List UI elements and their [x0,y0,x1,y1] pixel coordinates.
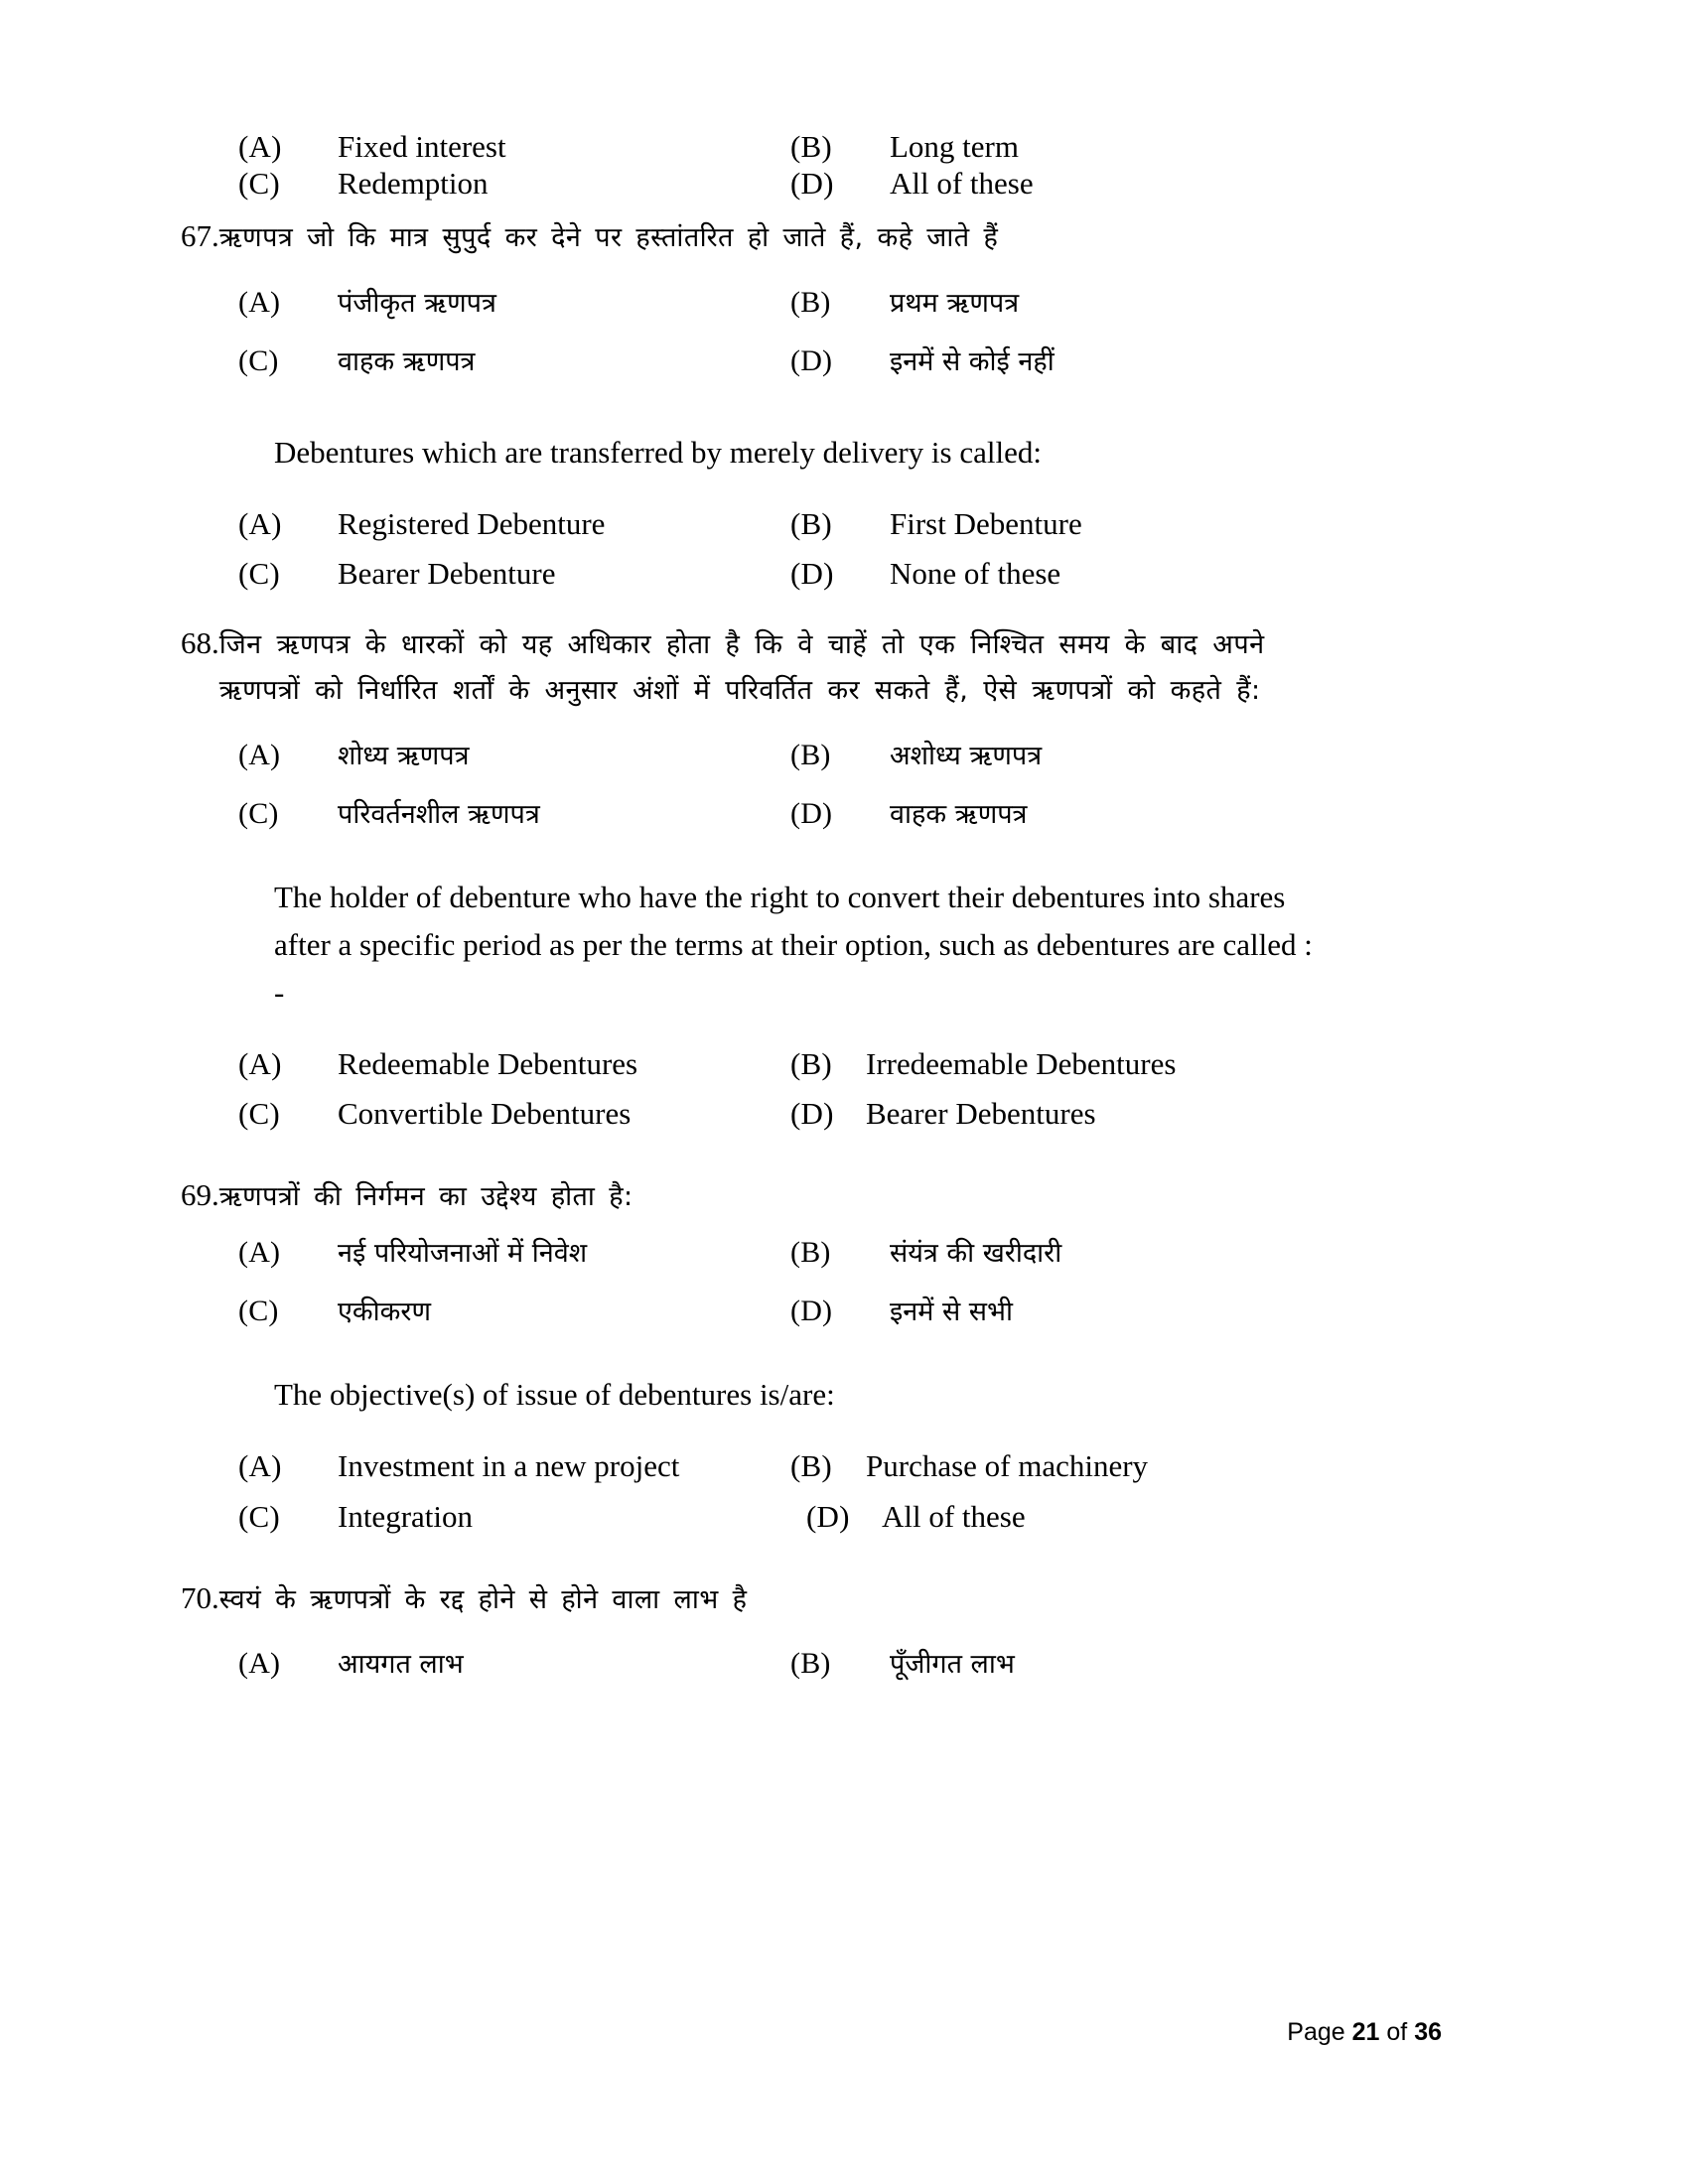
option-text: एकीकरण [338,1297,431,1328]
option-letter: (B) [790,505,832,541]
option-letter: (A) [238,1236,281,1270]
option-letter: (D) [790,1096,834,1132]
option-letter: (C) [238,343,279,377]
q67-hindi-option-a [238,280,790,325]
q67-hindi-option-c [238,339,790,383]
footer-current-page: 21 [1351,2018,1380,2046]
q67-hindi-option-row-ab [238,280,1336,325]
option-text: All of these [882,1499,1026,1535]
option-letter: (A) [238,505,282,541]
q68-hindi-option-row-ab [238,733,1336,777]
option-text: नई परियोजनाओं में निवेश [338,1238,588,1270]
q66-option-b [790,129,1336,166]
footer-middle: of [1386,2018,1408,2046]
option-letter: (A) [238,1045,282,1081]
option-text: Redemption [338,165,489,201]
option-letter: (C) [238,1096,280,1132]
q67-english-option-row-cd [238,556,1336,593]
option-text: None of these [890,556,1061,592]
option-text: Bearer Debentures [866,1096,1096,1132]
q66-option-row-cd [238,166,1336,203]
question-69-english-stem: The objective(s) of issue of debentures is/are: [274,1377,835,1413]
option-letter: (A) [238,285,281,319]
option-letter: (B) [790,1647,831,1681]
option-text: इनमें से कोई नहीं [890,345,1055,377]
q68-english-option-row-cd [238,1096,1336,1133]
question-number: 70. [181,1579,219,1615]
q69-english-option-a [238,1448,790,1485]
question-number: 67. [181,218,219,254]
option-text: Purchase of machinery [866,1448,1149,1484]
q68-hindi-option-d [790,791,1336,836]
q70-hindi-option-row-ab [238,1641,1336,1686]
option-text: अशोध्य ऋणपत्र [890,740,1043,771]
q70-hindi-option-b [790,1641,1336,1686]
option-text: वाहक ऋणपत्र [338,345,476,377]
option-text: First Debenture [890,505,1082,541]
option-text: पूँजीगत लाभ [890,1649,1015,1681]
option-text: संयंत्र की खरीदारी [890,1238,1062,1270]
option-letter: (C) [238,1499,280,1535]
q69-english-option-c [238,1499,790,1536]
q67-english-option-row-ab [238,506,1336,543]
q67-hindi-option-d [790,339,1336,383]
q69-hindi-option-row-cd [238,1289,1336,1333]
option-letter: (C) [238,165,280,201]
option-letter: (B) [790,285,831,319]
option-letter: (D) [790,1295,833,1328]
q69-english-option-row-ab [238,1448,1336,1485]
option-letter: (B) [790,129,832,164]
option-letter: (A) [238,129,282,164]
option-letter: (B) [790,1236,831,1270]
option-letter: (A) [238,738,281,771]
option-text: Irredeemable Debentures [866,1045,1177,1081]
q66-option-a [238,129,790,166]
option-text: शोध्य ऋणपत्र [338,740,470,771]
option-text: All of these [890,165,1034,201]
q68-english-option-a [238,1046,790,1083]
question-69-hindi-stem [181,1170,1390,1220]
q67-hindi-option-b [790,280,1336,325]
option-letter: (B) [790,738,831,771]
q68-hindi-option-a [238,733,790,777]
option-letter: (A) [238,1647,281,1681]
option-letter: (C) [238,796,279,830]
q66-option-row-ab [238,129,1336,166]
option-letter: (C) [238,556,280,592]
question-text: ऋणपत्र जो कि मात्र सुपुर्द कर देने पर हस्तांतरित हो जाते हैं, कहे जाते हैं [218,222,999,254]
option-text: आयगत लाभ [338,1649,464,1681]
option-letter: (C) [238,1295,279,1328]
q67-english-option-d [790,556,1336,593]
q70-hindi-option-a [238,1641,790,1686]
option-text: प्रथम ऋणपत्र [890,287,1020,319]
q68-english-option-d [790,1096,1336,1133]
question-68-english-stem: The holder of debenture who have the right to convert their debentures into shares after a specific period as per the terms at their option, such as debentures are called : - [274,879,1313,1010]
option-text: परिवर्तनशील ऋणपत्र [338,798,540,830]
q66-option-d [790,166,1336,203]
question-text: जिन ऋणपत्र के धारकों को यह अधिकार होता है कि वे चाहें तो एक निश्चित समय के बाद अपने ऋणपत्रों को निर्धारित शर्तों के अनुसार अंशों में परिवर्तित कर सकते हैं, ऐसे ऋणपत्रों को कहते हैं: [218,628,1265,707]
q67-hindi-option-row-cd [238,339,1336,383]
q66-option-c [238,166,790,203]
footer-prefix: Page [1287,2018,1345,2046]
footer-total-pages: 36 [1414,2018,1442,2046]
question-number: 68. [181,624,219,660]
q67-english-option-b [790,506,1336,543]
option-letter: (D) [790,556,834,592]
q69-english-option-row-cd [238,1499,1336,1536]
option-text: Long term [890,129,1019,164]
option-text: Investment in a new project [338,1448,680,1484]
q67-english-option-a [238,506,790,543]
option-text: पंजीकृत ऋणपत्र [338,287,496,319]
option-letter: (A) [238,1448,282,1484]
q69-hindi-option-d [790,1289,1336,1333]
option-text: Fixed interest [338,129,506,164]
option-letter: (D) [790,165,834,201]
question-text: स्वयं के ऋणपत्रों के रद्द होने से होने वाला लाभ है [218,1583,748,1615]
question-70-hindi-stem [181,1573,1390,1623]
question-number: 69. [181,1176,219,1212]
option-letter: (B) [790,1448,832,1484]
option-text: वाहक ऋणपत्र [890,798,1028,830]
option-letter: (D) [790,796,833,830]
q68-english-option-c [238,1096,790,1133]
option-letter: (B) [790,1045,832,1081]
option-text: इनमें से सभी [890,1297,1014,1328]
q67-english-option-c [238,556,790,593]
option-text: Registered Debenture [338,505,606,541]
option-letter: (D) [790,343,833,377]
option-text: Convertible Debentures [338,1096,632,1132]
option-letter: (D) [806,1499,850,1535]
q68-hindi-option-c [238,791,790,836]
question-67-hindi-stem [181,211,1390,261]
q68-english-option-row-ab [238,1046,1336,1083]
q69-english-option-b [790,1448,1336,1485]
page-footer [1287,2018,1442,2047]
question-text: ऋणपत्रों की निर्गमन का उद्देश्य होता है: [218,1180,633,1212]
q69-english-option-d [790,1499,1351,1536]
q69-hindi-option-a [238,1230,790,1275]
q69-hindi-option-row-ab [238,1230,1336,1275]
option-text: Integration [338,1499,474,1535]
q68-hindi-option-row-cd [238,791,1336,836]
q68-hindi-option-b [790,733,1336,777]
option-text: Bearer Debenture [338,556,556,592]
question-68-hindi-stem [181,618,1390,715]
q68-english-option-b [790,1046,1336,1083]
question-67-english-stem: Debentures which are transferred by merely delivery is called: [274,434,1042,470]
q69-hindi-option-c [238,1289,790,1333]
q69-hindi-option-b [790,1230,1336,1275]
option-text: Redeemable Debentures [338,1045,638,1081]
